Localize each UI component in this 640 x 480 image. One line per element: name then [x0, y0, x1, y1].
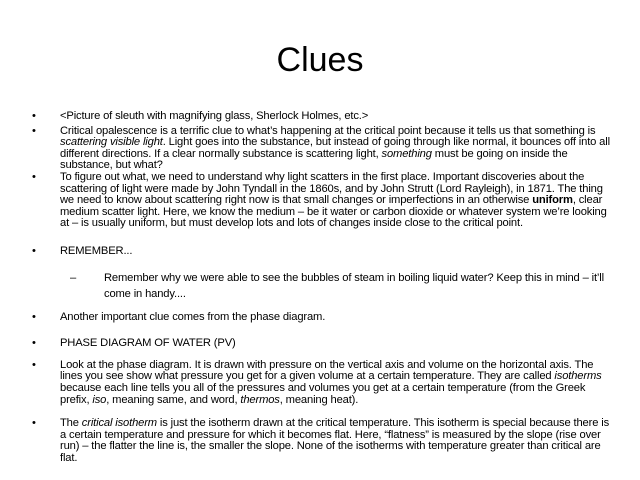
text-run: , clear medium scatter light. Here, we know the medium – be it water or carbon dioxide or whatever system we’re looking at – is usually uniform, but must develop lots and lots of changes inside close to the critical point. — [60, 194, 607, 230]
bullet-marker: • — [32, 358, 36, 371]
bullet-item — [32, 126, 612, 172]
text-run: . Light goes into the substance, but instead of going through like normal, it bounces off into all different directions. If a clear normally substance is scattering light, — [60, 136, 610, 160]
bullet-item — [32, 111, 612, 123]
bullet-marker: • — [32, 310, 36, 323]
italic-run: critical isotherm — [81, 417, 157, 430]
bullet-text — [60, 172, 612, 230]
sub-bullet-text: Remember why we were able to see the bubbles of steam in boiling liquid water? Keep this in mind – it’ll come in handy.... — [104, 271, 604, 300]
bullet-item — [32, 172, 612, 230]
italic-run: scattering visible light — [60, 136, 163, 149]
text-run: , meaning same, and word, — [106, 393, 241, 406]
bullet-item — [32, 246, 612, 302]
bullet-item — [32, 338, 612, 350]
bullet-marker: • — [32, 337, 36, 350]
bullet-text — [60, 418, 612, 464]
text-run: Critical opalescence is a terrific clue to what’s happening at the critical point because it tells us that something is — [60, 124, 596, 137]
bullet-text — [60, 338, 612, 350]
bullet-list — [32, 111, 612, 464]
text-run: , meaning heat). — [279, 393, 359, 406]
text-run: because each line tells you all of the pressures and volumes you get at a certain temperature (from the Greek prefix, — [60, 381, 586, 406]
sub-bullet-marker: – — [70, 271, 77, 284]
text-run: Look at the phase diagram. It is drawn with pressure on the vertical axis and volume on the horizontal axis. The lines you see show what pressure you get for a given volume at a certain temperature. They are called — [60, 358, 594, 383]
text-run: is just the isotherm drawn at the critical temperature. This isotherm is special because there is a certain temperature and pressure for which it becomes flat. Here, “flatness” is measured by the slope (rise over run) – the flatter the line is, the smaller the slope. None of the isotherms with temperature greater than critical are flat. — [60, 417, 610, 464]
italic-run: something — [381, 147, 432, 160]
bullet-item — [32, 312, 612, 324]
bullet-text — [60, 126, 612, 172]
sub-bullet-item — [70, 270, 612, 302]
bullet-text — [60, 312, 612, 324]
text-run: <Picture of sleuth with magnifying glass, Sherlock Holmes, etc.> — [60, 110, 369, 122]
slide-title: Clues — [276, 41, 364, 79]
bullet-text — [60, 246, 612, 258]
bold-run: uniform — [532, 194, 573, 207]
bullet-marker: • — [32, 244, 36, 257]
text-run: PHASE DIAGRAM OF WATER (PV) — [60, 337, 236, 350]
bullet-item — [32, 360, 612, 406]
italic-run: thermos — [240, 393, 280, 406]
bullet-item — [32, 418, 612, 464]
bullet-marker: • — [32, 110, 36, 122]
italic-run: isotherms — [554, 370, 602, 383]
bullet-text — [60, 111, 612, 123]
text-run: must be going on inside the substance, but what? — [60, 147, 568, 172]
bullet-marker: • — [32, 170, 36, 183]
text-run: Another important clue comes from the phase diagram. — [60, 310, 326, 323]
bullet-marker: • — [32, 124, 36, 137]
text-run: REMEMBER... — [60, 244, 133, 257]
text-run: To figure out what, we need to understand why light scatters in the first place. Important discoveries about the scattering of light were made by John Tyndall in the 1860s, and by John Strutt (Lord Rayleigh), in 1871. The thing we need to know about scattering right now is that small changes or imperfections in an otherwise — [60, 170, 603, 207]
bullet-text — [60, 360, 612, 406]
text-run: The — [60, 417, 82, 430]
italic-run: iso — [92, 393, 107, 406]
bullet-marker: • — [32, 417, 36, 430]
